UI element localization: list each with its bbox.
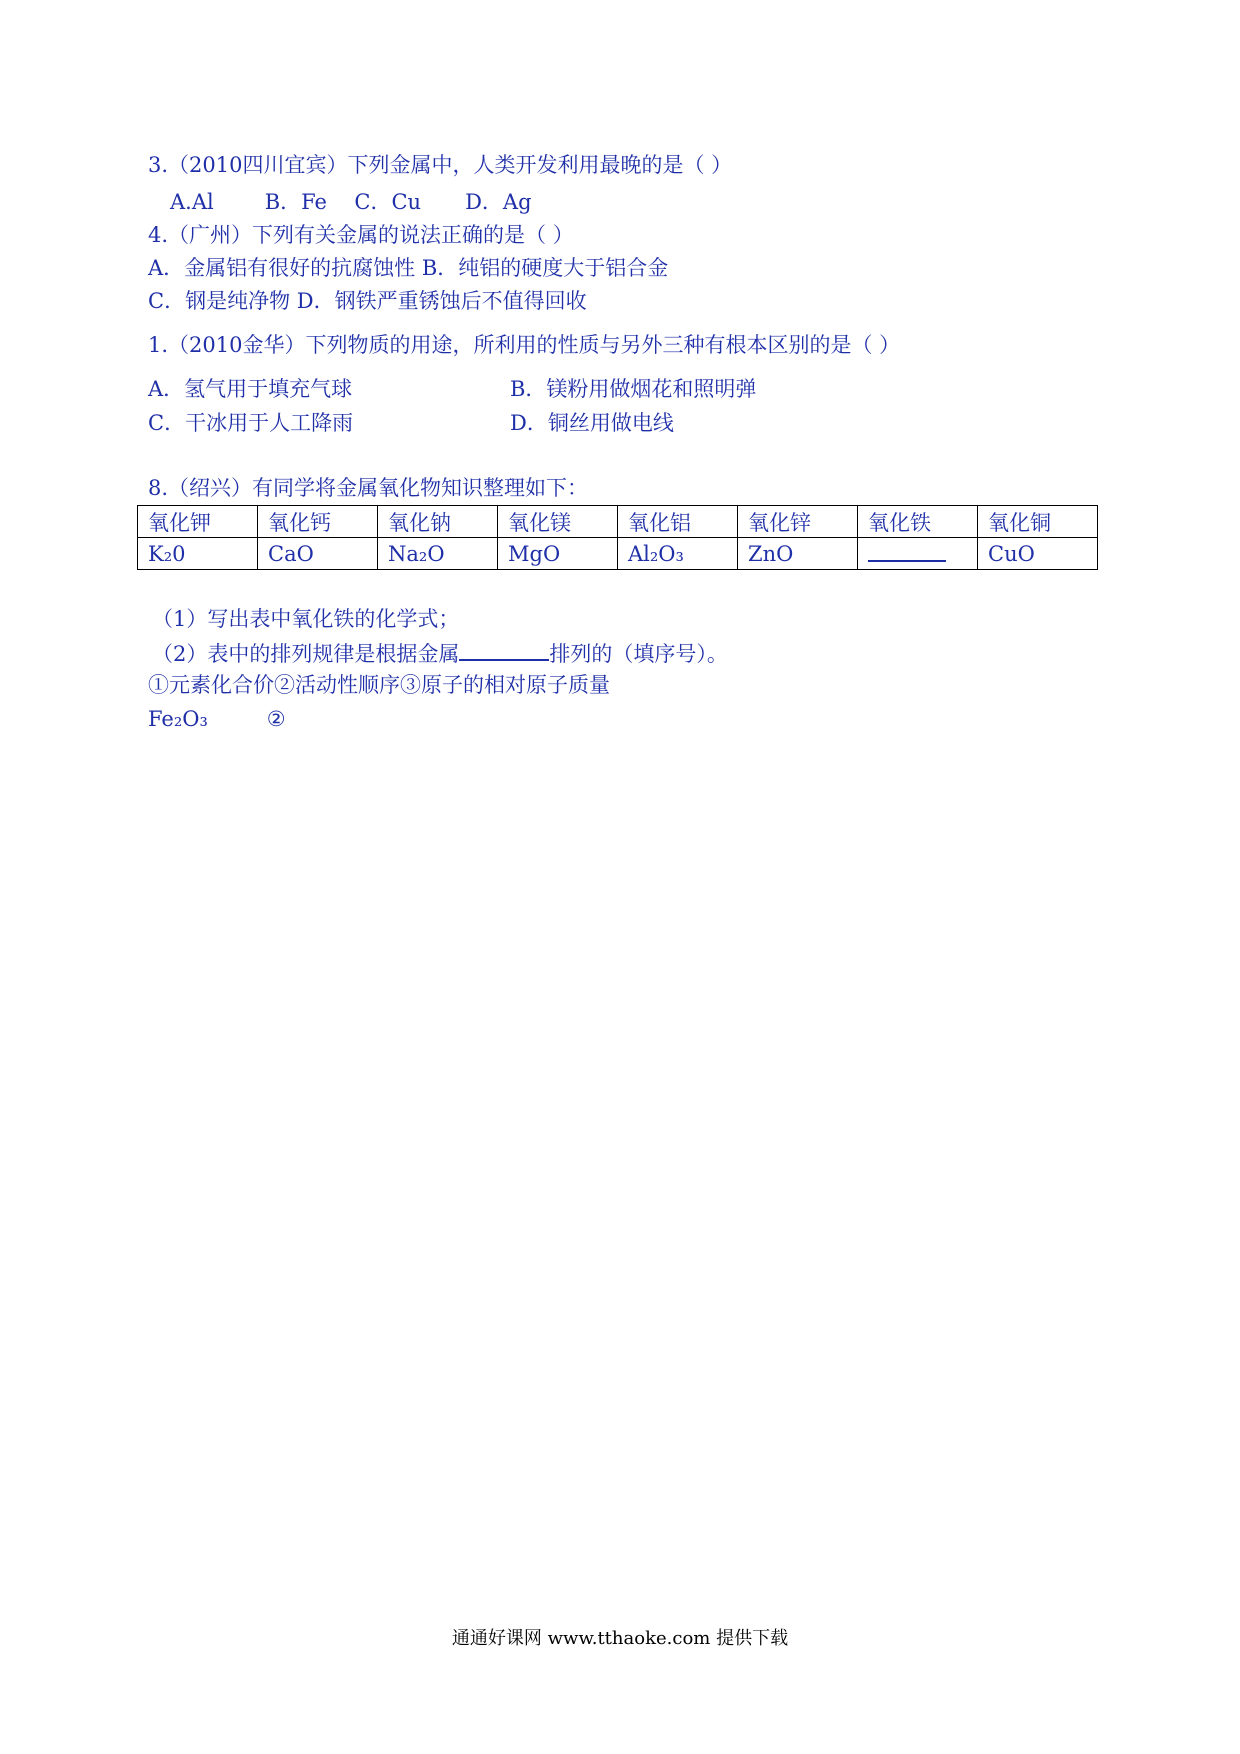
q3-option-b: B．Fe <box>264 190 327 214</box>
oxide-name-cell: 氧化锌 <box>738 506 858 538</box>
oxide-formula-cell: CuO <box>978 538 1098 570</box>
oxide-name-cell: 氧化铝 <box>618 506 738 538</box>
oxide-name-cell: 氧化镁 <box>498 506 618 538</box>
q8-sub2-before: （2）表中的排列规律是根据金属 <box>152 642 460 666</box>
oxide-formula-cell: K₂0 <box>138 538 258 570</box>
oxide-formula-row <box>138 538 1098 570</box>
answer-blank[interactable] <box>868 540 946 562</box>
page-footer: 通通好课网 www.tthaoke.com 提供下载 <box>451 1628 789 1649</box>
q4-options-line2: C．钢是纯净物 D．钢铁严重锈蚀后不值得回收 <box>148 289 587 313</box>
q1-options-row1 <box>148 376 757 402</box>
q1-option-d: D．铜丝用做电线 <box>510 411 674 435</box>
q3-option-c: C．Cu <box>354 190 422 214</box>
q3-option-d: D．Ag <box>465 190 532 214</box>
q1-option-a: A．氢气用于填充气球 <box>148 377 353 401</box>
q1-option-c: C．干冰用于人工降雨 <box>148 411 354 435</box>
q8-stem: 8.（绍兴）有同学将金属氧化物知识整理如下： <box>148 476 589 500</box>
q8-sub2-after: 排列的（填序号）。 <box>549 642 728 666</box>
oxide-formula-cell: Al₂O₃ <box>618 538 738 570</box>
q1-options-row2 <box>148 410 674 436</box>
q1-stem: 1.（2010金华）下列物质的用途，所利用的性质与另外三种有根本区别的是（ ） <box>148 333 901 357</box>
q3-stem: 3.（2010四川宜宾）下列金属中，人类开发利用最晚的是（ ） <box>148 153 733 177</box>
q8-answer-1: Fe₂O₃ <box>148 707 208 731</box>
q4-options-line1: A．金属铝有很好的抗腐蚀性 B．纯铝的硬度大于铝合金 <box>148 256 669 280</box>
oxide-name-cell: 氧化钠 <box>378 506 498 538</box>
q8-answers <box>148 706 286 732</box>
oxide-name-row <box>138 506 1098 538</box>
oxide-name-cell: 氧化钙 <box>258 506 378 538</box>
oxide-name-cell: 氧化铁 <box>858 506 978 538</box>
oxide-formula-cell: Na₂O <box>378 538 498 570</box>
oxide-name-cell: 氧化铜 <box>978 506 1098 538</box>
q4-stem: 4.（广州）下列有关金属的说法正确的是（ ） <box>148 223 574 247</box>
q8-sub2 <box>152 639 728 667</box>
q8-answer-2: ② <box>266 707 286 731</box>
oxide-formula-blank-cell <box>858 538 978 570</box>
q3-option-a: A.Al <box>170 190 214 214</box>
oxide-formula-cell: MgO <box>498 538 618 570</box>
oxide-formula-cell: CaO <box>258 538 378 570</box>
q8-choices: ①元素化合价②活动性顺序③原子的相对原子质量 <box>148 673 610 697</box>
q1-option-b: B．镁粉用做烟花和照明弹 <box>510 377 757 401</box>
answer-blank[interactable] <box>459 639 549 661</box>
oxide-name-cell: 氧化钾 <box>138 506 258 538</box>
oxide-table <box>137 505 1098 570</box>
q3-options <box>170 189 532 215</box>
q8-sub1: （1）写出表中氧化铁的化学式； <box>152 607 460 631</box>
oxide-formula-cell: ZnO <box>738 538 858 570</box>
